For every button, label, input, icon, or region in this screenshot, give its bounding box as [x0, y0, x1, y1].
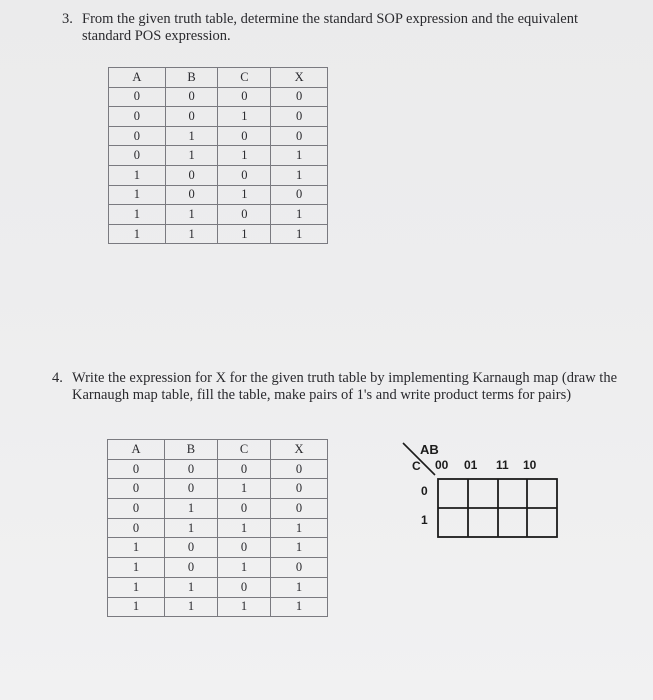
- table-row: [109, 126, 328, 146]
- truth-table-2-header-x: X: [271, 440, 328, 460]
- cell-c: 1: [218, 146, 271, 166]
- table-row: [108, 459, 328, 479]
- cell-c: 1: [218, 185, 271, 205]
- cell-a: 1: [109, 205, 166, 225]
- cell-c: 1: [218, 224, 271, 244]
- cell-x: 1: [271, 146, 328, 166]
- question-4-number: 4.: [52, 370, 63, 386]
- cell-a: 1: [108, 558, 165, 578]
- cell-a: 0: [109, 146, 166, 166]
- cell-b: 0: [164, 459, 217, 479]
- table-row: [109, 185, 328, 205]
- truth-table-1-header-row: [109, 68, 328, 88]
- kmap-grid: [438, 479, 557, 537]
- table-row: [109, 205, 328, 225]
- cell-c: 0: [218, 205, 271, 225]
- cell-a: 1: [108, 577, 165, 597]
- cell-b: 1: [165, 224, 218, 244]
- cell-b: 0: [164, 479, 217, 499]
- truth-table-2-header-row: [108, 440, 328, 460]
- kmap-col-label-11: 11: [496, 458, 509, 472]
- cell-b: 0: [165, 185, 218, 205]
- table-row: [109, 107, 328, 127]
- table-row: [108, 558, 328, 578]
- cell-x: 0: [271, 459, 328, 479]
- kmap-col-label-10: 10: [523, 458, 537, 472]
- kmap-row-label-0: 0: [421, 484, 428, 498]
- karnaugh-map: [395, 435, 565, 545]
- kmap-row-label-1: 1: [421, 513, 428, 527]
- cell-b: 1: [164, 499, 217, 519]
- cell-a: 0: [109, 107, 166, 127]
- cell-c: 0: [218, 165, 271, 185]
- cell-a: 0: [109, 126, 166, 146]
- table-row: [108, 499, 328, 519]
- cell-b: 1: [165, 126, 218, 146]
- cell-c: 0: [217, 577, 270, 597]
- cell-b: 1: [164, 597, 217, 617]
- cell-c: 1: [217, 518, 270, 538]
- cell-b: 0: [164, 538, 217, 558]
- cell-c: 0: [218, 126, 271, 146]
- truth-table-2-body: [108, 459, 328, 617]
- table-row: [108, 518, 328, 538]
- truth-table-1-header-c: C: [218, 68, 271, 88]
- cell-a: 1: [108, 538, 165, 558]
- truth-table-1: [108, 67, 328, 244]
- cell-x: 0: [271, 87, 328, 107]
- cell-x: 1: [271, 224, 328, 244]
- cell-c: 1: [217, 558, 270, 578]
- truth-table-1-header-b: B: [165, 68, 218, 88]
- cell-c: 1: [217, 597, 270, 617]
- cell-a: 0: [108, 459, 165, 479]
- cell-a: 1: [109, 185, 166, 205]
- table-row: [109, 146, 328, 166]
- cell-c: 0: [217, 538, 270, 558]
- truth-table-1-header-a: A: [109, 68, 166, 88]
- truth-table-2-header-b: B: [164, 440, 217, 460]
- question-4-text: Write the expression for X for the given truth table by implementing Karnaugh map (draw the Karnaugh map table, fill the table, make pairs of 1's and write product terms for pairs): [72, 370, 618, 403]
- cell-x: 0: [271, 479, 328, 499]
- cell-x: 1: [271, 597, 328, 617]
- cell-b: 1: [164, 577, 217, 597]
- cell-c: 0: [217, 459, 270, 479]
- cell-x: 0: [271, 185, 328, 205]
- kmap-col-variable: AB: [420, 442, 439, 457]
- cell-b: 1: [165, 205, 218, 225]
- kmap-row-variable: C: [412, 459, 421, 473]
- cell-c: 0: [218, 87, 271, 107]
- cell-x: 0: [271, 499, 328, 519]
- cell-a: 1: [108, 597, 165, 617]
- table-row: [108, 538, 328, 558]
- cell-a: 0: [109, 87, 166, 107]
- cell-b: 0: [164, 558, 217, 578]
- table-row: [109, 165, 328, 185]
- table-row: [108, 577, 328, 597]
- cell-a: 0: [108, 499, 165, 519]
- cell-x: 1: [271, 165, 328, 185]
- truth-table-2-header-c: C: [217, 440, 270, 460]
- cell-a: 1: [109, 224, 166, 244]
- cell-c: 0: [217, 499, 270, 519]
- cell-x: 1: [271, 205, 328, 225]
- truth-table-2-header-a: A: [108, 440, 165, 460]
- table-row: [108, 597, 328, 617]
- truth-table-2: [107, 439, 328, 617]
- cell-a: 0: [108, 479, 165, 499]
- cell-a: 1: [109, 165, 166, 185]
- table-row: [109, 87, 328, 107]
- table-row: [109, 224, 328, 244]
- cell-c: 1: [217, 479, 270, 499]
- cell-b: 1: [165, 146, 218, 166]
- cell-x: 1: [271, 538, 328, 558]
- table-row: [108, 479, 328, 499]
- cell-x: 0: [271, 126, 328, 146]
- kmap-col-label-01: 01: [464, 458, 478, 472]
- truth-table-1-header-x: X: [271, 68, 328, 88]
- cell-x: 0: [271, 107, 328, 127]
- cell-a: 0: [108, 518, 165, 538]
- question-3-text: From the given truth table, determine the standard SOP expression and the equivalent standard POS expression.: [82, 11, 578, 44]
- truth-table-1-body: [109, 87, 328, 244]
- cell-x: 1: [271, 577, 328, 597]
- cell-b: 1: [164, 518, 217, 538]
- cell-b: 0: [165, 165, 218, 185]
- cell-x: 1: [271, 518, 328, 538]
- cell-b: 0: [165, 107, 218, 127]
- question-3-number: 3.: [62, 11, 73, 27]
- cell-c: 1: [218, 107, 271, 127]
- kmap-col-label-00: 00: [435, 458, 449, 472]
- cell-b: 0: [165, 87, 218, 107]
- cell-x: 0: [271, 558, 328, 578]
